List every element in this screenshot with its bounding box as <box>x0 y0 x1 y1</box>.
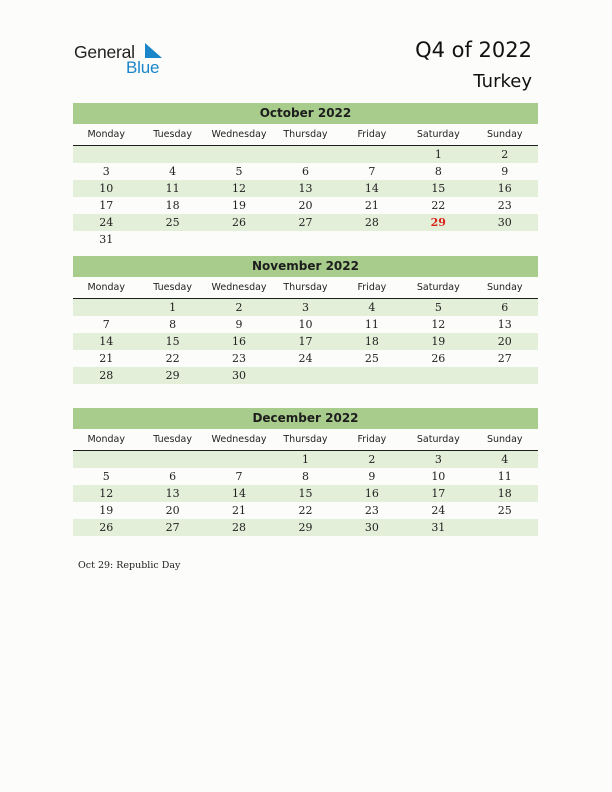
calendar-day-cell: 5 <box>102 470 110 483</box>
calendar-day-cell: 25 <box>364 352 379 365</box>
calendar-day-cell: 29 <box>298 521 313 534</box>
calendar-day-cell: 16 <box>232 335 247 348</box>
calendar-week-row <box>73 299 538 316</box>
calendar-day-cell: 22 <box>165 352 180 365</box>
calendar-day-cell: 5 <box>434 301 442 314</box>
calendar-day-cell: 12 <box>99 487 114 500</box>
calendar-day-cell: 20 <box>497 335 512 348</box>
calendar-day-cell: 28 <box>364 216 379 229</box>
calendar-empty-cell <box>206 451 272 468</box>
calendar-day-cell: 28 <box>232 521 247 534</box>
month-title: November 2022 <box>73 256 538 277</box>
calendar-day-cell: 8 <box>169 318 177 331</box>
weekday-label: Friday <box>357 129 387 140</box>
weekday-header-row <box>73 279 538 299</box>
calendar-day-cell: 5 <box>235 165 243 178</box>
weekday-label: Tuesday <box>153 282 192 293</box>
calendar-empty-cell <box>472 519 538 536</box>
logo-flag-icon <box>141 43 163 59</box>
logo-blue-text: Blue <box>126 58 160 77</box>
weekday-label: Saturday <box>416 129 460 140</box>
calendar-day-cell: 7 <box>235 470 243 483</box>
calendar-day-cell: 14 <box>99 335 114 348</box>
calendar-day-cell: 17 <box>99 199 114 212</box>
calendar-day-cell: 2 <box>368 453 376 466</box>
calendar-day-cell: 13 <box>298 182 313 195</box>
calendar-week-row <box>73 367 538 384</box>
calendar-day-cell: 12 <box>431 318 446 331</box>
calendar-day-cell: 11 <box>364 318 379 331</box>
calendar-empty-cell <box>139 231 205 248</box>
calendar-day-cell: 26 <box>99 521 114 534</box>
calendar-day-cell: 18 <box>165 199 180 212</box>
calendar-weeks <box>73 299 538 384</box>
month-title: October 2022 <box>73 103 538 124</box>
calendar-empty-cell <box>139 146 205 163</box>
calendar-day-cell: 24 <box>99 216 114 229</box>
calendar-week-row <box>73 519 538 536</box>
calendar-day-cell: 21 <box>99 352 114 365</box>
calendar-day-cell: 31 <box>431 521 446 534</box>
weekday-label: Thursday <box>283 129 328 140</box>
calendar-weeks <box>73 146 538 248</box>
calendar-day-cell: 22 <box>298 504 313 517</box>
calendar-day-cell: 9 <box>501 165 509 178</box>
calendar-day-cell: 8 <box>434 165 442 178</box>
holiday-note: Oct 29: Republic Day <box>78 560 181 571</box>
weekday-label: Sunday <box>486 129 523 140</box>
calendar-empty-cell <box>339 367 405 384</box>
calendar-day-cell: 15 <box>298 487 313 500</box>
calendar-day-cell: 19 <box>232 199 247 212</box>
calendar-week-row <box>73 468 538 485</box>
weekday-label: Wednesday <box>211 282 267 293</box>
calendar-day-cell: 9 <box>235 318 243 331</box>
calendar-week-row <box>73 214 538 231</box>
weekday-label: Tuesday <box>153 129 192 140</box>
page-title: Q4 of 2022 <box>415 38 532 62</box>
calendar-day-cell: 24 <box>431 504 446 517</box>
calendar-empty-cell <box>73 451 139 468</box>
calendar-week-row <box>73 350 538 367</box>
calendar-week-row <box>73 163 538 180</box>
calendar-day-cell: 30 <box>232 369 247 382</box>
month-title: December 2022 <box>73 408 538 429</box>
calendar-day-cell: 10 <box>99 182 114 195</box>
calendar-day-cell: 27 <box>298 216 313 229</box>
calendar-day-cell: 10 <box>431 470 446 483</box>
calendar-empty-cell <box>139 451 205 468</box>
calendar-week-row <box>73 485 538 502</box>
calendar-day-cell: 3 <box>301 301 309 314</box>
weekday-label: Sunday <box>486 434 523 445</box>
calendar-empty-cell <box>73 299 139 316</box>
calendar-day-cell: 20 <box>165 504 180 517</box>
calendar-day-cell: 12 <box>232 182 247 195</box>
weekday-label: Monday <box>87 129 125 140</box>
calendar-day-cell: 13 <box>497 318 512 331</box>
calendar-day-cell: 13 <box>165 487 180 500</box>
calendar-day-cell: 7 <box>368 165 376 178</box>
weekday-label: Tuesday <box>153 434 192 445</box>
weekday-label: Thursday <box>283 282 328 293</box>
weekday-label: Friday <box>357 434 387 445</box>
calendar-day-cell: 17 <box>298 335 313 348</box>
weekday-label: Thursday <box>283 434 328 445</box>
month-calendar-december <box>73 408 538 536</box>
brand-logo <box>74 42 174 78</box>
calendar-week-row <box>73 502 538 519</box>
calendar-weeks <box>73 451 538 536</box>
calendar-day-cell: 19 <box>431 335 446 348</box>
weekday-label: Monday <box>87 434 125 445</box>
calendar-empty-cell <box>472 231 538 248</box>
calendar-day-cell: 14 <box>364 182 379 195</box>
weekday-label: Friday <box>357 282 387 293</box>
calendar-day-cell: 6 <box>169 470 177 483</box>
calendar-week-row <box>73 451 538 468</box>
calendar-week-row <box>73 316 538 333</box>
calendar-day-cell: 15 <box>431 182 446 195</box>
calendar-day-cell: 28 <box>99 369 114 382</box>
calendar-day-cell: 19 <box>99 504 114 517</box>
weekday-label: Sunday <box>486 282 523 293</box>
calendar-day-cell: 27 <box>165 521 180 534</box>
weekday-label: Saturday <box>416 282 460 293</box>
calendar-day-cell: 2 <box>501 148 509 161</box>
calendar-day-cell: 22 <box>431 199 446 212</box>
holiday-notes <box>78 560 180 571</box>
calendar-week-row <box>73 231 538 248</box>
calendar-empty-cell <box>405 367 471 384</box>
calendar-day-cell: 15 <box>165 335 180 348</box>
calendar-day-cell: 4 <box>501 453 509 466</box>
calendar-day-cell: 25 <box>497 504 512 517</box>
calendar-day-cell: 27 <box>497 352 512 365</box>
calendar-day-cell: 23 <box>232 352 247 365</box>
calendar-day-cell: 14 <box>232 487 247 500</box>
calendar-day-cell: 29 <box>430 216 446 229</box>
logo-general-text: General <box>74 42 135 62</box>
calendar-day-cell: 8 <box>301 470 309 483</box>
calendar-day-cell: 4 <box>368 301 376 314</box>
calendar-day-cell: 20 <box>298 199 313 212</box>
calendar-week-row <box>73 333 538 350</box>
calendar-day-cell: 11 <box>165 182 180 195</box>
calendar-day-cell: 11 <box>497 470 512 483</box>
weekday-header-row <box>73 126 538 146</box>
country-name: Turkey <box>473 71 532 92</box>
weekday-label: Wednesday <box>211 434 267 445</box>
weekday-label: Wednesday <box>211 129 267 140</box>
calendar-day-cell: 23 <box>364 504 379 517</box>
calendar-day-cell: 21 <box>364 199 379 212</box>
calendar-week-row <box>73 146 538 163</box>
calendar-empty-cell <box>339 231 405 248</box>
calendar-day-cell: 24 <box>298 352 313 365</box>
calendar-day-cell: 4 <box>169 165 177 178</box>
weekday-label: Saturday <box>416 434 460 445</box>
calendar-empty-cell <box>339 146 405 163</box>
calendar-day-cell: 30 <box>364 521 379 534</box>
calendar-empty-cell <box>272 231 338 248</box>
month-calendar-november <box>73 256 538 384</box>
calendar-day-cell: 6 <box>501 301 509 314</box>
calendar-empty-cell <box>272 367 338 384</box>
calendar-empty-cell <box>472 367 538 384</box>
calendar-day-cell: 6 <box>301 165 309 178</box>
calendar-empty-cell <box>73 146 139 163</box>
calendar-day-cell: 30 <box>497 216 512 229</box>
calendar-day-cell: 26 <box>431 352 446 365</box>
calendar-day-cell: 26 <box>232 216 247 229</box>
calendar-day-cell: 1 <box>434 148 442 161</box>
calendar-day-cell: 16 <box>364 487 379 500</box>
calendar-day-cell: 10 <box>298 318 313 331</box>
calendar-empty-cell <box>206 231 272 248</box>
weekday-label: Monday <box>87 282 125 293</box>
calendar-day-cell: 3 <box>434 453 442 466</box>
calendar-day-cell: 1 <box>169 301 177 314</box>
calendar-day-cell: 18 <box>497 487 512 500</box>
calendar-day-cell: 16 <box>497 182 512 195</box>
calendar-day-cell: 2 <box>235 301 243 314</box>
calendar-day-cell: 21 <box>232 504 247 517</box>
calendar-day-cell: 29 <box>165 369 180 382</box>
calendar-day-cell: 18 <box>364 335 379 348</box>
calendar-empty-cell <box>272 146 338 163</box>
calendar-week-row <box>73 197 538 214</box>
calendar-empty-cell <box>206 146 272 163</box>
weekday-header-row <box>73 431 538 451</box>
calendar-day-cell: 7 <box>102 318 110 331</box>
calendar-week-row <box>73 180 538 197</box>
calendar-day-cell: 9 <box>368 470 376 483</box>
calendar-day-cell: 3 <box>102 165 110 178</box>
calendar-empty-cell <box>405 231 471 248</box>
calendar-day-cell: 17 <box>431 487 446 500</box>
month-calendar-october <box>73 103 538 248</box>
calendar-day-cell: 1 <box>301 453 309 466</box>
calendar-day-cell: 23 <box>497 199 512 212</box>
calendar-day-cell: 31 <box>99 233 114 246</box>
calendar-day-cell: 25 <box>165 216 180 229</box>
